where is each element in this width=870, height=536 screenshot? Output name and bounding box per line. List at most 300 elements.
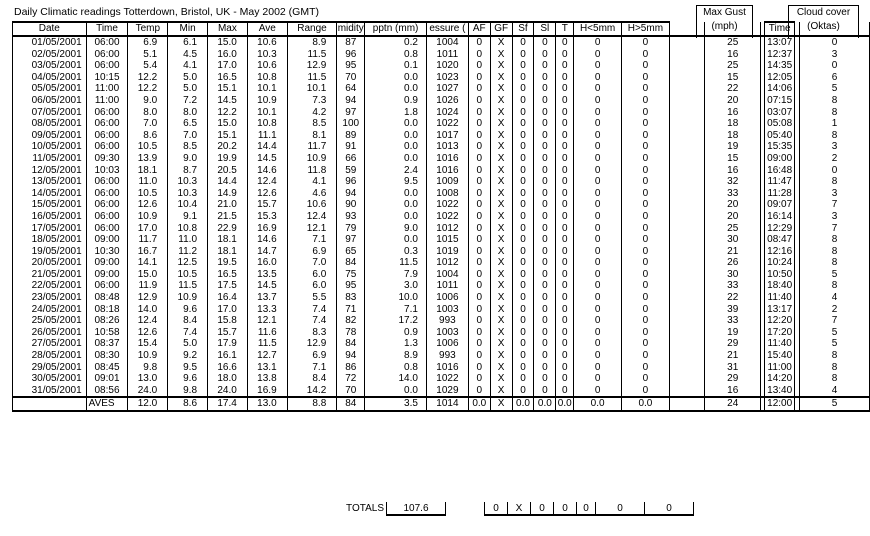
cell: 0.0 [365, 83, 427, 95]
totals-label: TOTALS [346, 503, 384, 514]
cell: 8.9 [365, 350, 427, 362]
cell: 0 [534, 60, 556, 72]
cell: 18.1 [128, 165, 168, 177]
cell: 10/05/2001 [13, 141, 87, 153]
cell: 15.1 [208, 130, 248, 142]
cell: 0 [574, 373, 622, 385]
cell: 1029 [426, 385, 468, 398]
cell: X [490, 83, 512, 95]
cell: 0 [556, 327, 574, 339]
cell: 0 [574, 107, 622, 119]
gap-cell [669, 327, 704, 339]
cell: 11.5 [287, 49, 337, 61]
cell: 15:35 [765, 141, 795, 153]
gap-cell [669, 130, 704, 142]
table-row [13, 350, 870, 362]
gap-cell [669, 36, 704, 49]
cell: 13.3 [247, 304, 287, 316]
cell: 8 [800, 95, 870, 107]
cell: 1022 [426, 373, 468, 385]
cell: 0 [512, 362, 534, 374]
cloud-cover-label: Cloud cover [796, 7, 851, 18]
cell: 0 [622, 83, 670, 95]
cell: 1023 [426, 72, 468, 84]
cell: 10.9 [128, 350, 168, 362]
cell: 20 [705, 211, 761, 223]
cell: 0 [800, 60, 870, 72]
cell: 15.7 [208, 327, 248, 339]
cell: 0 [622, 292, 670, 304]
gap-cell [669, 107, 704, 119]
cell: 12:20 [765, 315, 795, 327]
cell: 14.6 [247, 234, 287, 246]
cell: 10:50 [765, 269, 795, 281]
cell: 0 [556, 385, 574, 398]
cell: 0 [556, 165, 574, 177]
cell: 09/05/2001 [13, 130, 87, 142]
cell: 13:40 [765, 385, 795, 398]
gap-cell [669, 141, 704, 153]
cell: 25 [705, 223, 761, 235]
table-row [13, 269, 870, 281]
cell: X [490, 385, 512, 398]
cell: 24 [705, 397, 761, 411]
cell: X [490, 257, 512, 269]
cell: 4 [800, 292, 870, 304]
cell: 2 [800, 153, 870, 165]
cell: 0 [512, 257, 534, 269]
cell: 0 [574, 95, 622, 107]
cell: 94 [337, 350, 365, 362]
cell: 1011 [426, 280, 468, 292]
cell: 0 [556, 373, 574, 385]
cell: 0 [574, 49, 622, 61]
cell: X [490, 72, 512, 84]
cell: X [490, 211, 512, 223]
gap-cell [669, 176, 704, 188]
cell: 0 [534, 36, 556, 49]
cell: 90 [337, 199, 365, 211]
cell: 0 [556, 362, 574, 374]
cell: X [490, 188, 512, 200]
cell: 14.5 [208, 95, 248, 107]
climate-table [12, 21, 870, 412]
cell: 11:40 [765, 292, 795, 304]
cell: 993 [426, 350, 468, 362]
cell: 08:37 [86, 338, 128, 350]
cell: 09:07 [765, 199, 795, 211]
cell: 11:40 [765, 338, 795, 350]
cell: 13:17 [765, 304, 795, 316]
cell: X [490, 397, 512, 411]
cell: 0 [534, 338, 556, 350]
cell: 16 [705, 385, 761, 398]
cell: 29 [705, 373, 761, 385]
cell: X [490, 304, 512, 316]
cell: 11.7 [128, 234, 168, 246]
gap-cell [669, 188, 704, 200]
cell: 10.5 [128, 141, 168, 153]
cell: 16 [705, 165, 761, 177]
cell: 16.5 [208, 269, 248, 281]
cell: 0 [574, 362, 622, 374]
cell: 66 [337, 153, 365, 165]
cell: 8.6 [128, 130, 168, 142]
cell: 0 [556, 107, 574, 119]
cell: 6.9 [287, 350, 337, 362]
cell: 0 [556, 304, 574, 316]
cell: 21/05/2001 [13, 269, 87, 281]
cell: 78 [337, 327, 365, 339]
cell: 11:28 [765, 188, 795, 200]
cell: 95 [337, 60, 365, 72]
cell: 0 [556, 234, 574, 246]
cell: 27/05/2001 [13, 338, 87, 350]
cell: 06:00 [86, 118, 128, 130]
cell: 82 [337, 315, 365, 327]
cell: 0 [574, 130, 622, 142]
cell: 0 [556, 292, 574, 304]
table-row [13, 60, 870, 72]
cell: 8.4 [287, 373, 337, 385]
cell: 11.2 [168, 246, 208, 258]
cell: 6.0 [287, 280, 337, 292]
cell: 0 [468, 280, 490, 292]
col-gap [669, 22, 704, 36]
cell: 8.7 [168, 165, 208, 177]
cell: 84 [337, 397, 365, 411]
table-row [13, 315, 870, 327]
cell: 0 [534, 373, 556, 385]
cell: 06:00 [86, 36, 128, 49]
gap-cell [669, 246, 704, 258]
cell: 30 [705, 234, 761, 246]
cell: 0 [574, 315, 622, 327]
cell: 08:30 [86, 350, 128, 362]
cell: 20 [705, 199, 761, 211]
cell: 06:00 [86, 60, 128, 72]
cell: 4.6 [287, 188, 337, 200]
cell: 16:48 [765, 165, 795, 177]
cell: 0 [622, 36, 670, 49]
cell: 9.2 [168, 350, 208, 362]
cell: 1014 [426, 397, 468, 411]
cell: 0 [468, 72, 490, 84]
cell: 11.9 [128, 280, 168, 292]
cell: 12.7 [247, 350, 287, 362]
cell: 75 [337, 269, 365, 281]
cell: 1016 [426, 153, 468, 165]
cell: 0.0 [468, 397, 490, 411]
cell: 0 [468, 257, 490, 269]
cell: 64 [337, 83, 365, 95]
cell: 22 [705, 292, 761, 304]
cell: 59 [337, 165, 365, 177]
cell: 13.7 [247, 292, 287, 304]
cell: 4.1 [287, 176, 337, 188]
cell: 0 [556, 246, 574, 258]
cell: 17.4 [208, 397, 248, 411]
col-pptn: pptn (mm) [365, 22, 427, 36]
cell: 0 [512, 269, 534, 281]
cell: 12:00 [765, 397, 795, 411]
cell: 04/05/2001 [13, 72, 87, 84]
cell: 93 [337, 211, 365, 223]
cell: 0 [512, 130, 534, 142]
cell: 0 [534, 234, 556, 246]
cell: 31 [705, 362, 761, 374]
cell: 14:06 [765, 83, 795, 95]
cell: 0 [534, 49, 556, 61]
cell: 30 [705, 269, 761, 281]
cell: 0 [534, 269, 556, 281]
cell: 0 [468, 385, 490, 398]
cell: 21 [705, 246, 761, 258]
cell: 09:00 [86, 269, 128, 281]
cell: 30/05/2001 [13, 373, 87, 385]
gap-cell [669, 269, 704, 281]
cell: 5.1 [128, 49, 168, 61]
cell: X [490, 223, 512, 235]
cell: 19/05/2001 [13, 246, 87, 258]
cell: 0.1 [365, 60, 427, 72]
cell: 13.8 [247, 373, 287, 385]
cell: 0 [468, 199, 490, 211]
cell: 18/05/2001 [13, 234, 87, 246]
cell: 10.5 [128, 188, 168, 200]
cell: 0 [468, 373, 490, 385]
cell: 19.5 [208, 257, 248, 269]
cell: 15.8 [208, 315, 248, 327]
cell: 1006 [426, 292, 468, 304]
gap-cell [669, 362, 704, 374]
cell: 1013 [426, 141, 468, 153]
cell: 9.0 [168, 153, 208, 165]
cell: 7.4 [168, 327, 208, 339]
cell: 0 [468, 49, 490, 61]
cell: 1008 [426, 188, 468, 200]
cell: 11:00 [765, 362, 795, 374]
cell: X [490, 36, 512, 49]
cell: 18:40 [765, 280, 795, 292]
col-sl: Sl [534, 22, 556, 36]
cell: 84 [337, 338, 365, 350]
table-row [13, 72, 870, 84]
table-row [13, 257, 870, 269]
cell: X [490, 165, 512, 177]
cell: 3 [800, 49, 870, 61]
cell: 14/05/2001 [13, 188, 87, 200]
cell: 25 [705, 60, 761, 72]
cell: 2 [800, 304, 870, 316]
cell: 08:56 [86, 385, 128, 398]
cell: 8.4 [168, 315, 208, 327]
cell: 0 [534, 315, 556, 327]
cell: 0 [512, 292, 534, 304]
cell: 97 [337, 107, 365, 119]
cell: 97 [337, 234, 365, 246]
cell: 0.0 [556, 397, 574, 411]
cell: 9.6 [168, 304, 208, 316]
cell: 87 [337, 36, 365, 49]
cell: 0 [574, 234, 622, 246]
table-row [13, 246, 870, 258]
cell: 05:08 [765, 118, 795, 130]
cell: 16 [705, 49, 761, 61]
cell: 12.2 [208, 107, 248, 119]
cell: 0 [468, 211, 490, 223]
cell: 10:24 [765, 257, 795, 269]
cell: 0 [556, 269, 574, 281]
cloud-cover-unit: (Oktas) [807, 21, 840, 32]
cell: 0.2 [365, 36, 427, 49]
gap-cell [669, 304, 704, 316]
cell: 12.0 [128, 397, 168, 411]
cell: 09:00 [86, 234, 128, 246]
cell: 0 [622, 350, 670, 362]
cell: 19 [705, 327, 761, 339]
cell: 21.5 [208, 211, 248, 223]
cell: 0.9 [365, 327, 427, 339]
cell: 8.1 [287, 130, 337, 142]
cell: 0 [468, 141, 490, 153]
cell: 0 [622, 107, 670, 119]
cell: 13.1 [247, 362, 287, 374]
cell: 9.0 [128, 95, 168, 107]
cell: 8.8 [287, 397, 337, 411]
cell: 08:48 [86, 292, 128, 304]
cell: 01/05/2001 [13, 36, 87, 49]
cell: 18.1 [208, 246, 248, 258]
cell: 0 [512, 36, 534, 49]
cell: 5 [800, 397, 870, 411]
col-max: Max [208, 22, 248, 36]
cell: 15.1 [208, 83, 248, 95]
cell: 7.4 [287, 304, 337, 316]
cell: 1.8 [365, 107, 427, 119]
cell: 0 [468, 338, 490, 350]
cell: 19.9 [208, 153, 248, 165]
cell: 12:16 [765, 246, 795, 258]
gap-cell [669, 350, 704, 362]
table-row [13, 385, 870, 398]
cell: 0 [622, 176, 670, 188]
cell: 0 [574, 327, 622, 339]
cell: 0 [534, 107, 556, 119]
col-cloud [800, 22, 870, 36]
cell: 10.6 [287, 199, 337, 211]
cell: 3 [800, 211, 870, 223]
col-time: Time [86, 22, 128, 36]
cell: 0 [512, 280, 534, 292]
page-title: Daily Climatic readings Totterdown, Bristol, UK - May 2002 (GMT) [14, 6, 319, 18]
cell: 08:26 [86, 315, 128, 327]
cell: 24/05/2001 [13, 304, 87, 316]
cell: 0 [556, 211, 574, 223]
cell: 0 [574, 36, 622, 49]
cell: 10.9 [128, 211, 168, 223]
cell: 14:35 [765, 60, 795, 72]
cell: 0 [622, 338, 670, 350]
cell: 1016 [426, 165, 468, 177]
cell: 12.1 [287, 223, 337, 235]
table-row [13, 327, 870, 339]
col-min: Min [168, 22, 208, 36]
cell: 1009 [426, 176, 468, 188]
cell: 8 [800, 257, 870, 269]
cell: 0 [512, 153, 534, 165]
cell: 0 [512, 373, 534, 385]
cell: 0 [622, 223, 670, 235]
cell: 8 [800, 176, 870, 188]
cell: 0 [622, 304, 670, 316]
cell: 18.0 [208, 373, 248, 385]
table-row [13, 107, 870, 119]
cell: 33 [705, 315, 761, 327]
col-gust-time: Time [765, 22, 795, 36]
col-af: AF [468, 22, 490, 36]
cell: 89 [337, 130, 365, 142]
cell: 16.4 [208, 292, 248, 304]
gap-cell [669, 397, 704, 411]
cell: 0 [512, 327, 534, 339]
cell: 0 [622, 280, 670, 292]
cell: X [490, 280, 512, 292]
cell: 0 [574, 350, 622, 362]
cell: 0 [512, 141, 534, 153]
col-temp: Temp [128, 22, 168, 36]
cell: 0 [468, 188, 490, 200]
cell: 7.0 [287, 257, 337, 269]
cell: 07/05/2001 [13, 107, 87, 119]
cell: 0 [556, 176, 574, 188]
cell: 0 [534, 153, 556, 165]
cell: 0.0 [365, 130, 427, 142]
cell: 14.1 [128, 257, 168, 269]
cell: 0 [574, 257, 622, 269]
cell: 91 [337, 141, 365, 153]
cell: 11:47 [765, 176, 795, 188]
cell: 22/05/2001 [13, 280, 87, 292]
cell [13, 397, 87, 411]
cell: 28/05/2001 [13, 350, 87, 362]
cell: 1011 [426, 49, 468, 61]
cell: 20.5 [208, 165, 248, 177]
cell: 23/05/2001 [13, 292, 87, 304]
cell: 15 [705, 72, 761, 84]
cell: 0 [468, 246, 490, 258]
cell: 0 [534, 257, 556, 269]
cell: 8 [800, 280, 870, 292]
cell: 13.0 [247, 397, 287, 411]
cell: 14.2 [287, 385, 337, 398]
cell: 13.9 [128, 153, 168, 165]
cell: 0 [556, 223, 574, 235]
cell: X [490, 350, 512, 362]
cell: 0 [556, 83, 574, 95]
cell: 9.0 [365, 223, 427, 235]
cell: 0 [534, 83, 556, 95]
col-sf: Sf [512, 22, 534, 36]
cell: 12:29 [765, 223, 795, 235]
cell: X [490, 118, 512, 130]
gap-cell [669, 338, 704, 350]
cell: 8 [800, 373, 870, 385]
cell: 12/05/2001 [13, 165, 87, 177]
cell: 0 [556, 350, 574, 362]
cell: 24.0 [208, 385, 248, 398]
cell: 0 [574, 153, 622, 165]
